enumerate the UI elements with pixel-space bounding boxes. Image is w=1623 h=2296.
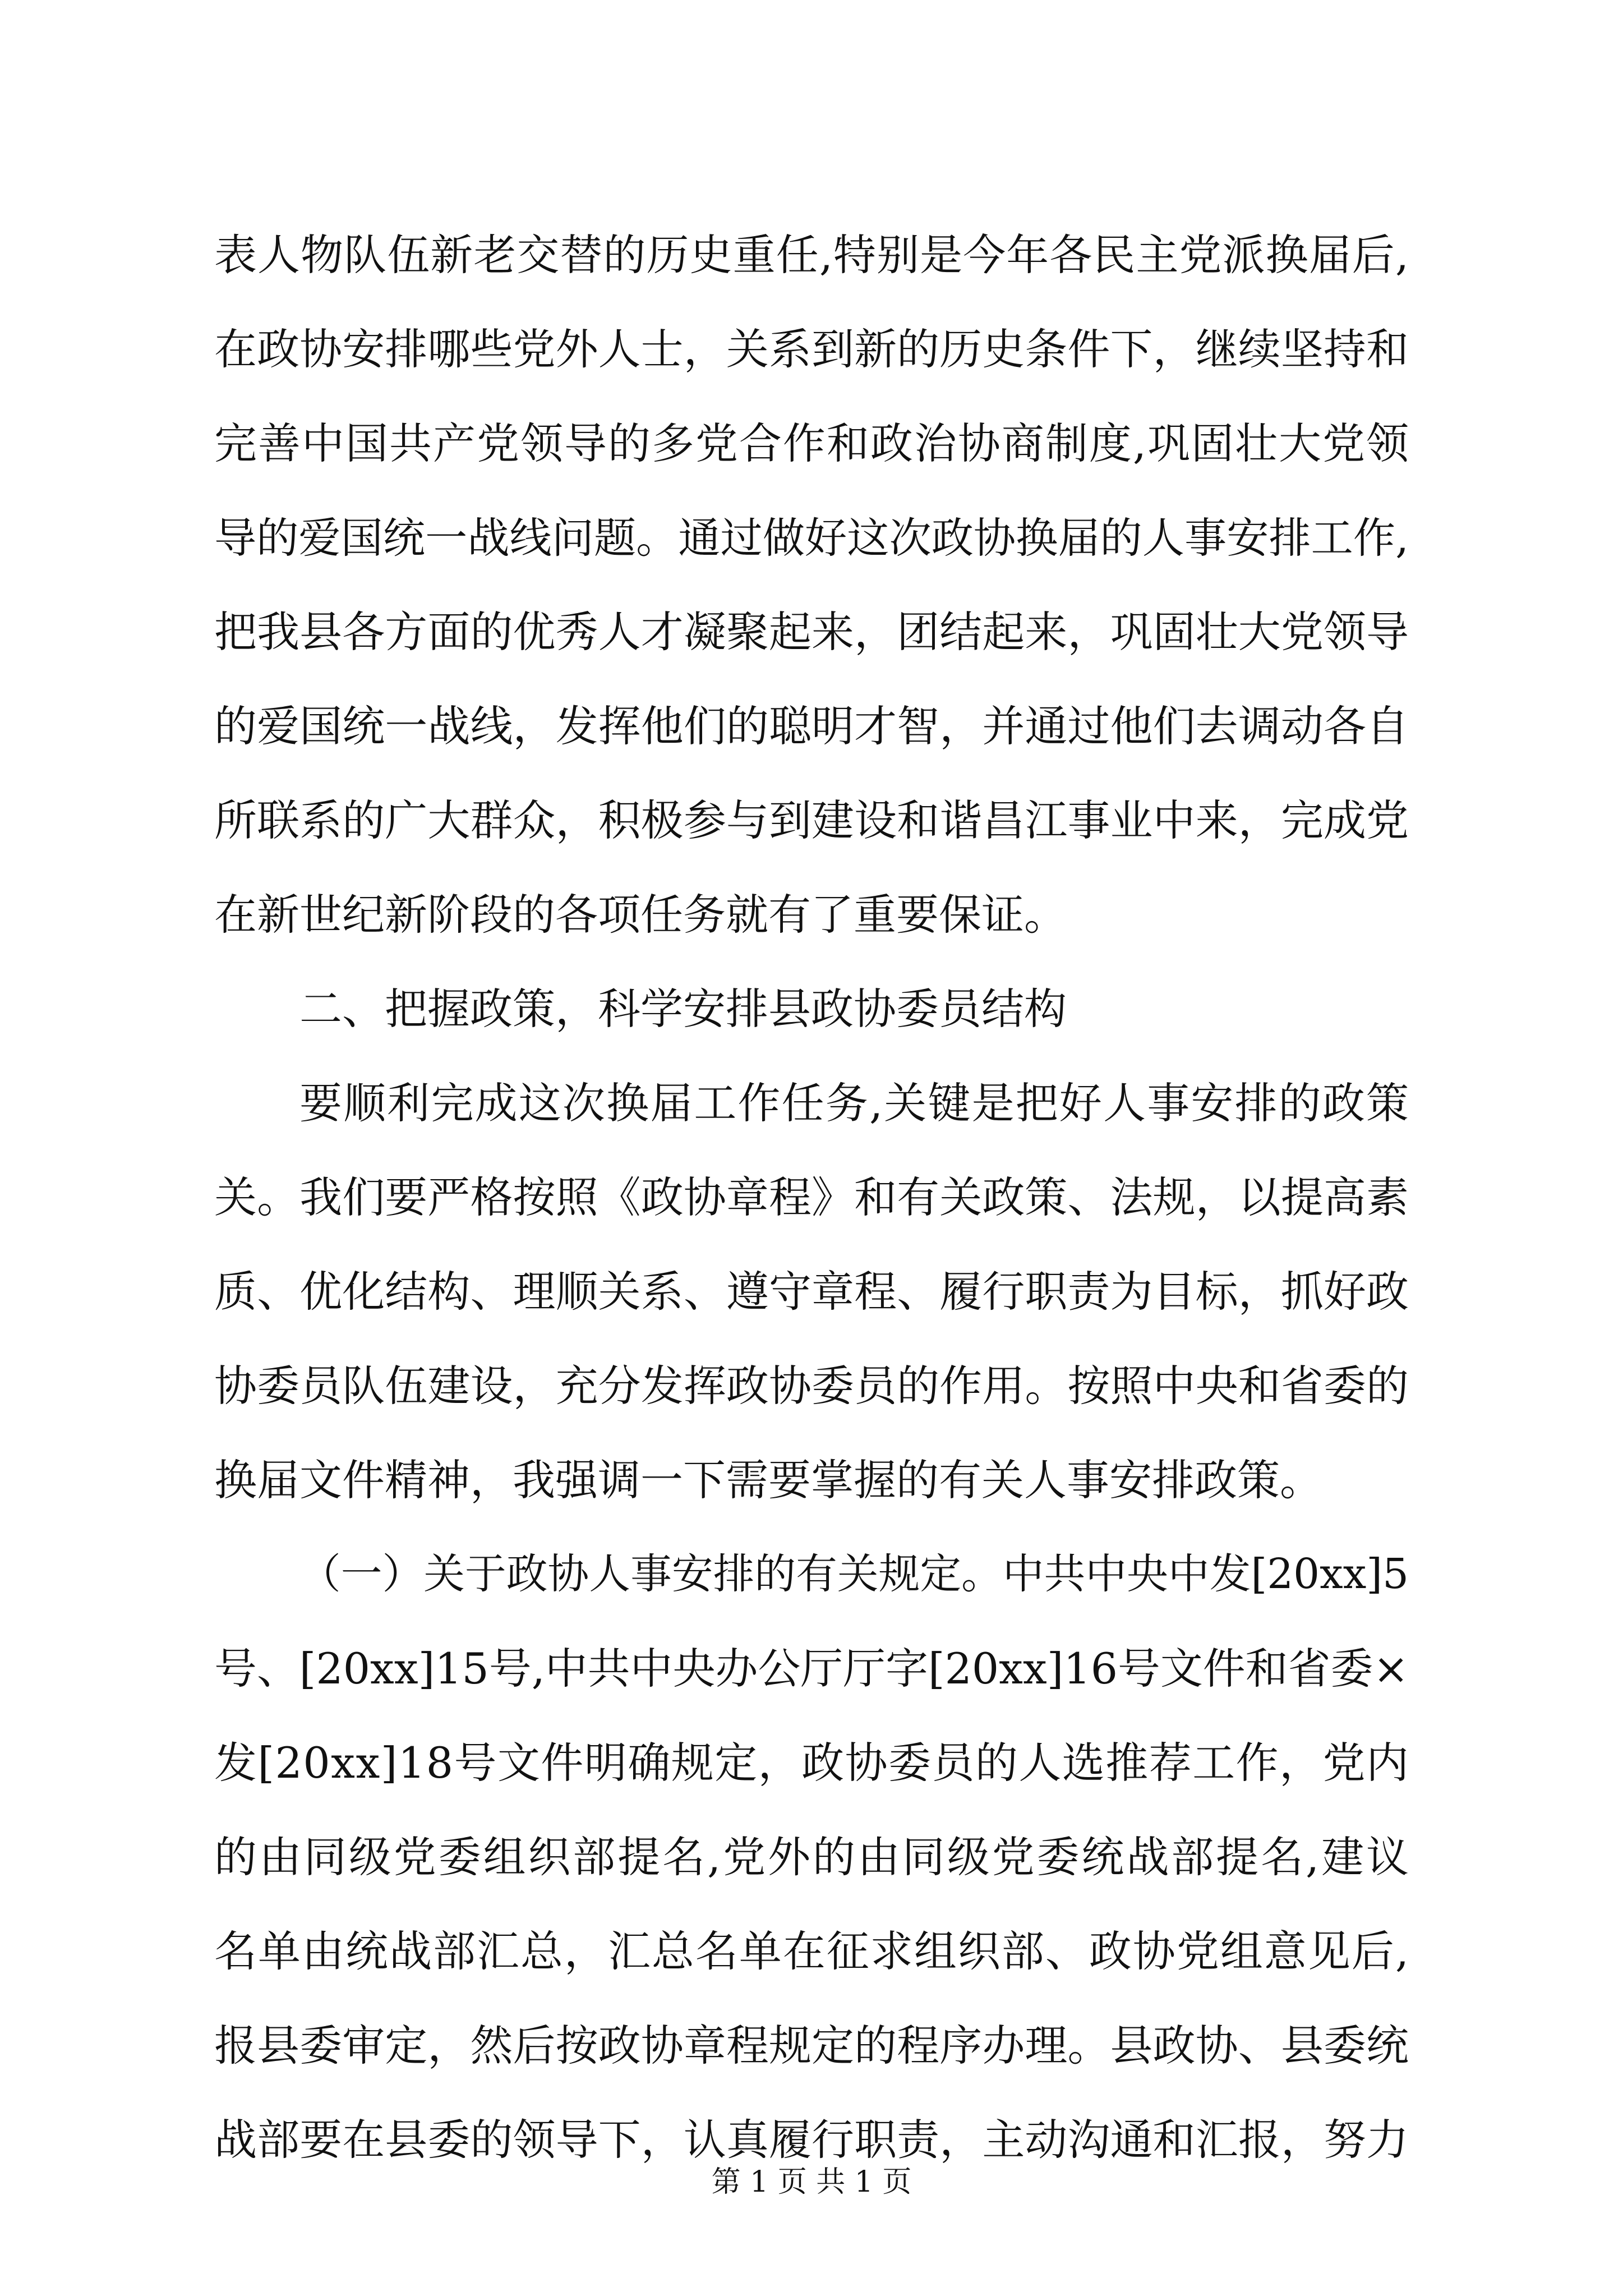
text-line: 协委员队伍建设，充分发挥政协委员的作用。按照中央和省委的	[214, 1361, 1409, 1411]
text-line: 在政协安排哪些党外人士，关系到新的历史条件下，继续坚持和	[214, 324, 1409, 374]
text-line: 要顺利完成这次换届工作任务,关键是把好人事安排的政策	[299, 1078, 1410, 1128]
page-number: 第 1 页 共 1 页	[711, 2165, 912, 2199]
text-line: 把我县各方面的优秀人才凝聚起来，团结起来，巩固壮大党领导	[214, 607, 1409, 657]
text-line: 关。我们要严格按照《政协章程》和有关政策、法规，以提高素	[214, 1172, 1409, 1222]
text-line: 质、优化结构、理顺关系、遵守章程、履行职责为目标，抓好政	[214, 1267, 1409, 1317]
text-line: 名单由统战部汇总，汇总名单在征求组织部、政协党组意见后,	[214, 1926, 1410, 1976]
text-line: 报县委审定，然后按政协章程规定的程序办理。县政协、县委统	[214, 2021, 1409, 2070]
text-line: 的由同级党委组织部提名,党外的由同级党委统战部提名,建议	[214, 1832, 1411, 1882]
text-line: 所联系的广大群众，积极参与到建设和谐昌江事业中来，完成党	[214, 795, 1409, 845]
section-heading: 二、把握政策，科学安排县政协委员结构	[299, 984, 1067, 1034]
text-line: 战部要在县委的领导下，认真履行职责，主动沟通和汇报，努力	[214, 2115, 1409, 2165]
page-footer	[0, 2160, 1623, 2205]
text-line: 在新世纪新阶段的各项任务就有了重要保证。	[214, 890, 1067, 940]
text-line: 完善中国共产党领导的多党合作和政治协商制度,巩固壮大党领	[214, 418, 1410, 468]
text-line: 的爱国统一战线，发挥他们的聪明才智，并通过他们去调动各自	[214, 701, 1409, 751]
text-line: 号、[20xx]15号,中共中央办公厅厅字[20xx]16号文件和省委×	[214, 1644, 1409, 1694]
text-line: （一）关于政协人事安排的有关规定。中共中央中发[20xx]5	[299, 1550, 1409, 1598]
text-line: 换届文件精神，我强调一下需要掌握的有关人事安排政策。	[214, 1455, 1322, 1505]
text-line: 导的爱国统一战线问题。通过做好这次政协换届的人事安排工作,	[214, 513, 1409, 563]
text-line: 表人物队伍新老交替的历史重任,特别是今年各民主党派换届后,	[214, 230, 1410, 280]
text-line: 发[20xx]18号文件明确规定，政协委员的人选推荐工作，党内	[214, 1738, 1410, 1788]
